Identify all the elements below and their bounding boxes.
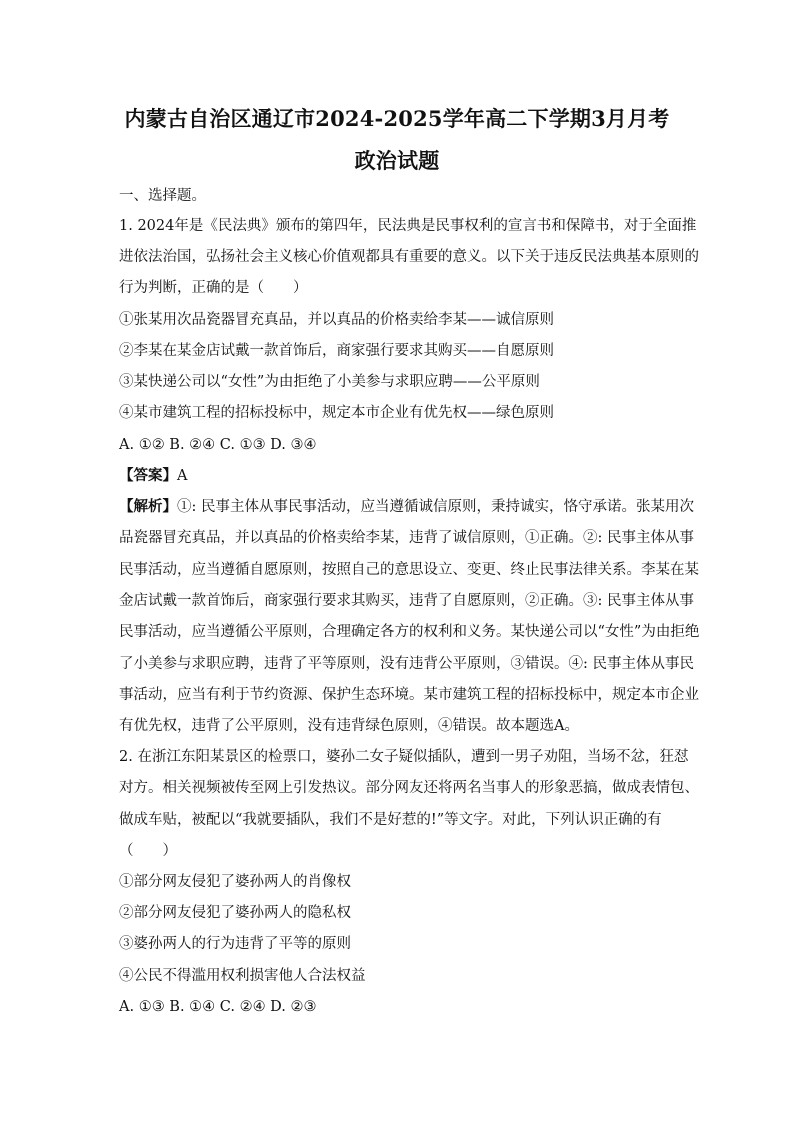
q2-stem-line-3: 做成车贴，被配以“我就要插队，我们不是好惹的!”等文字。对此，下列认识正确的有 [119, 812, 662, 828]
answer-label: 【答案】 [119, 467, 177, 484]
q2-stem-line-1: 2. 在浙江东阳某景区的检票口，婆孙二女子疑似插队，遭到一男子劝阻，当场不忿，狂怼 [119, 749, 689, 765]
q1-analysis-line-8: 有优先权，违背了公平原则，没有违背绿色原则，④错误。故本题选A。 [119, 718, 579, 734]
document-title: 内蒙古自治区通辽市2024-2025学年高二下学期3月月考 [124, 106, 670, 131]
q1-option-3: ③某快递公司以“女性”为由拒绝了小美参与求职应聘——公平原则 [119, 374, 540, 390]
q1-stem-line-3: 行为判断，正确的是（ ） [119, 280, 308, 296]
q2-choices: A. ①③ B. ①④ C. ②④ D. ②③ [119, 999, 317, 1015]
q2-stem-line-4: （ ） [119, 843, 177, 859]
q2-option-4: ④公民不得滥用权利损害他人合法权益 [119, 968, 366, 984]
q1-stem-line-2: 进依法治国，弘扬社会主义核心价值观都具有重要的意义。以下关于违反民法典基本原则的 [119, 249, 699, 265]
q2-option-2: ②部分网友侵犯了婆孙两人的隐私权 [119, 905, 351, 921]
q1-analysis-line-1 [119, 497, 694, 517]
section-heading: 一、选择题。 [119, 188, 206, 204]
analysis-label: 【解析】 [119, 498, 177, 515]
q2-option-3: ③婆孙两人的行为违背了平等的原则 [119, 936, 351, 952]
analysis-text: ①: 民事主体从事民事活动，应当遵循诚信原则，秉持诚实，恪守承诺。张某用次 [177, 499, 694, 515]
q1-analysis-line-3: 民事活动，应当遵循自愿原则，按照自己的意思设立、变更、终止民事法律关系。李某在某 [119, 562, 699, 578]
answer-value: A [177, 468, 188, 484]
q1-analysis-line-6: 了小美参与求职应聘，违背了平等原则，没有违背公平原则，③错误。④: 民事主体从事民 [119, 656, 694, 672]
q1-option-4: ④某市建筑工程的招标投标中，规定本市企业有优先权——绿色原则 [119, 405, 554, 421]
q2-stem-line-2: 对方。相关视频被传至网上引发热议。部分网友还将两名当事人的形象恶搞，做成表情包、 [119, 780, 699, 796]
q1-answer [119, 466, 689, 486]
q2-option-1: ①部分网友侵犯了婆孙两人的肖像权 [119, 874, 351, 890]
q1-stem-line-1: 1. 2024年是《民法典》颁布的第四年，民法典是民事权利的宣言书和保障书，对于全面推 [119, 218, 697, 234]
document-subtitle: 政治试题 [354, 148, 440, 173]
q1-option-2: ②李某在某金店试戴一款首饰后，商家强行要求其购买——自愿原则 [119, 343, 554, 359]
q1-analysis-line-2: 品瓷器冒充真品，并以真品的价格卖给李某，违背了诚信原则，①正确。②: 民事主体从事 [119, 530, 694, 546]
q1-option-1: ①张某用次品瓷器冒充真品，并以真品的价格卖给李某——诚信原则 [119, 312, 554, 328]
q1-analysis-line-4: 金店试戴一款首饰后，商家强行要求其购买，违背了自愿原则，②正确。③: 民事主体从事 [119, 593, 694, 609]
q1-choices: A. ①② B. ②④ C. ①③ D. ③④ [119, 437, 317, 453]
q1-analysis-line-5: 民事活动，应当遵循公平原则，合理确定各方的权利和义务。某快递公司以“女性”为由拒绝 [119, 624, 700, 640]
q1-analysis-line-7: 事活动，应当有利于节约资源、保护生态环境。某市建筑工程的招标投标中，规定本市企业 [119, 687, 699, 703]
